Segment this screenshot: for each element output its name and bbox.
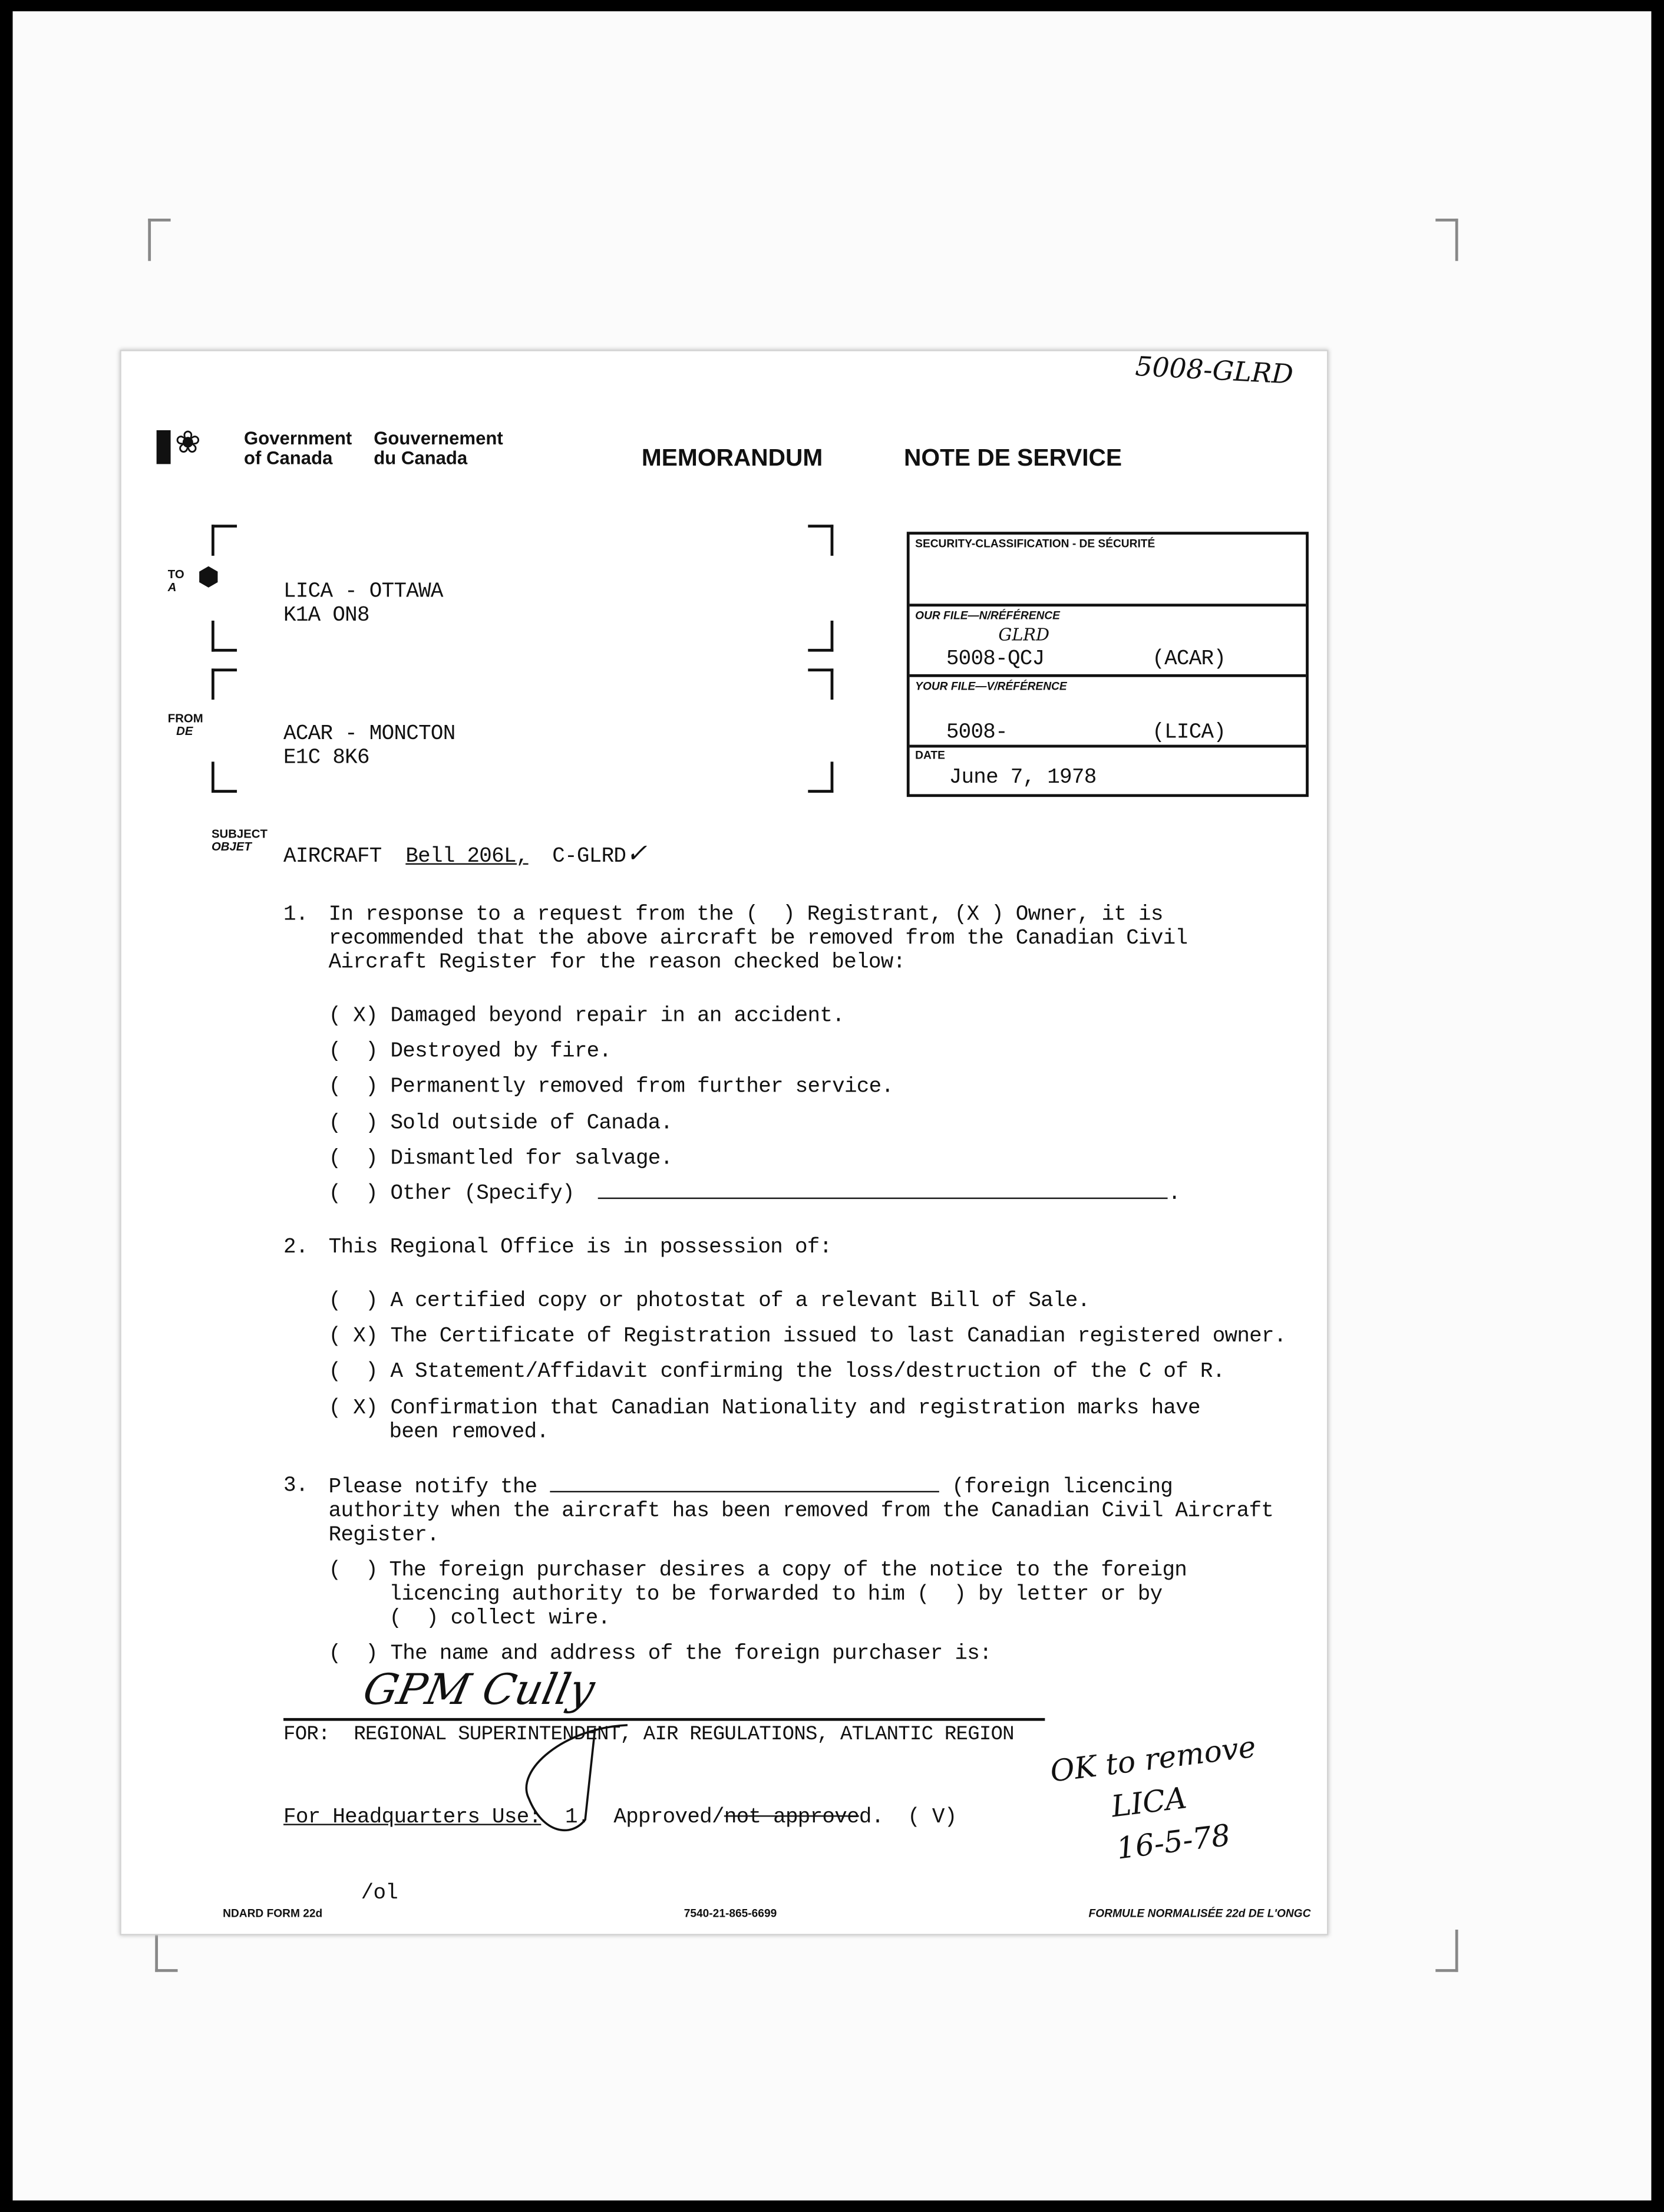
period: . (1168, 1182, 1181, 1206)
form-number-fr: FORMULE NORMALISÉE 22d DE L'ONGC (1088, 1907, 1311, 1920)
foreign-authority-field[interactable] (550, 1474, 939, 1492)
gov-fr-line: du Canada (374, 447, 468, 469)
crop-mark (1435, 219, 1458, 261)
from-label-en: FROM (167, 711, 203, 726)
from-label-fr: DE (176, 723, 193, 738)
from-line: E1C 8K6 (283, 746, 369, 770)
checkbox[interactable]: ( X) (328, 1004, 378, 1028)
hq-mark: ( V) (907, 1805, 957, 1829)
from-address (283, 722, 455, 770)
to-label (168, 568, 184, 594)
for-label: FOR: (283, 1723, 330, 1746)
reason-option[interactable] (329, 998, 1181, 1034)
to-label-fr: A (167, 579, 177, 594)
subject-label-en: SUBJECT (211, 826, 268, 841)
text-line: authority when the aircraft has been removed from the Canadian Civil Aircraft (328, 1499, 1274, 1524)
section3-number: 3. (283, 1473, 308, 1498)
date-value: June 7, 1978 (949, 766, 1097, 790)
stock-number: 7540-21-865-6699 (684, 1907, 777, 1920)
option-text-cont: been removed. (389, 1420, 549, 1444)
from-line: ACAR - MONCTON (283, 722, 455, 747)
option-text: Damaged beyond repair in an accident. (390, 1004, 845, 1028)
our-file-office: (ACAR) (1152, 647, 1226, 672)
bracket (212, 761, 237, 793)
section2-number: 2. (283, 1235, 308, 1260)
typist-initials: /ol (361, 1881, 398, 1906)
option-text: Permanently removed from further service. (390, 1075, 894, 1100)
option-text: Destroyed by fire. (390, 1040, 612, 1064)
section2-intro: This Regional Office is in possession of: (328, 1235, 832, 1260)
checkbox[interactable]: ( ) (328, 1110, 378, 1135)
your-file-office: (LICA) (1152, 720, 1226, 745)
bracket (808, 525, 833, 556)
check-mark-icon: ✓ (626, 839, 647, 869)
option-text: A certified copy or photostat of a relevant Bill of Sale. (390, 1289, 1090, 1314)
note-line: LICA (1109, 1781, 1188, 1824)
subject-label (212, 828, 268, 853)
divider (910, 745, 1306, 748)
approved-text: Approved/ (613, 1805, 724, 1829)
to-line: K1A ON8 (283, 604, 369, 628)
crop-mark (1435, 1930, 1458, 1972)
option-text: Dismantled for salvage. (390, 1146, 673, 1171)
option-text: The name and address of the foreign purchaser is: (390, 1641, 992, 1666)
signature-title (283, 1723, 1014, 1748)
text-line: Register. (328, 1523, 440, 1548)
aircraft-model: Bell 206L, (405, 845, 529, 869)
section1-text (329, 903, 1188, 975)
checkbox[interactable]: ( X) (328, 1396, 378, 1420)
checkbox[interactable]: ( ) (328, 1289, 378, 1314)
checkbox[interactable]: ( ) (328, 1040, 378, 1064)
signature: GPM Cully (358, 1666, 599, 1716)
hq-use-line (283, 1805, 957, 1829)
memo-title-en: MEMORANDUM (641, 444, 823, 472)
checkbox[interactable]: ( ) (328, 1360, 378, 1384)
our-file-value: 5008-QCJ (946, 647, 1045, 672)
to-label-en: TO (167, 567, 184, 581)
checkbox[interactable]: ( ) (328, 1075, 378, 1100)
text-line: recommended that the above aircraft be removed from the Canadian Civil (328, 927, 1188, 951)
arrow-right-icon: ⬢ (197, 562, 220, 591)
hq-label: For Headquarters Use: (283, 1805, 542, 1829)
other-specify-field[interactable] (599, 1178, 1168, 1199)
gov-name-en (244, 429, 352, 469)
note-line: 16-5-78 (1114, 1818, 1233, 1866)
to-address (283, 580, 443, 628)
aircraft-registration: C-GLRD (552, 845, 626, 869)
divider (910, 674, 1306, 677)
bracket (212, 621, 237, 652)
reason-option[interactable] (329, 1105, 1181, 1140)
reason-option[interactable] (329, 1176, 1181, 1212)
bracket (808, 761, 833, 793)
reference-box (907, 532, 1309, 797)
section1-options (329, 998, 1181, 1212)
option-text: Sold outside of Canada. (390, 1110, 673, 1135)
text-line: Please notify the (328, 1475, 537, 1499)
canada-flag-logo (157, 430, 171, 464)
gov-en-line: Government (244, 427, 352, 449)
gov-name-fr (374, 429, 503, 469)
signature-line (283, 1718, 1045, 1721)
checkbox[interactable]: ( ) (328, 1146, 378, 1171)
crop-mark (155, 1930, 177, 1972)
section1-number: 1. (283, 902, 308, 927)
handwritten-our-file-insert: GLRD (998, 625, 1050, 645)
option-text: Confirmation that Canadian Nationality and registration marks have (390, 1396, 1200, 1420)
signer-title: REGIONAL SUPERINTENDENT, AIR REGULATIONS, ATLANTIC REGION (354, 1723, 1014, 1746)
text-line: (foreign licencing (952, 1475, 1173, 1499)
your-file-label: YOUR FILE—V/RÉFÉRENCE (915, 680, 1067, 693)
form-number-en: NDARD FORM 22d (223, 1907, 323, 1920)
to-line: LICA - OTTAWA (283, 579, 443, 604)
checkbox[interactable]: ( X) (328, 1324, 378, 1349)
not-approved-text: not approve (724, 1805, 859, 1829)
bracket (212, 668, 237, 700)
subject-prefix: AIRCRAFT (283, 845, 382, 869)
handwritten-file-note: 5008-GLRD (1134, 351, 1295, 391)
text-line: licencing authority to be forwarded to him ( ) by letter or by (389, 1583, 1163, 1607)
reason-option[interactable] (329, 1070, 1181, 1105)
section3-option-name (329, 1642, 992, 1666)
text-line: Aircraft Register for the reason checked below: (328, 951, 906, 975)
option-text: A Statement/Affidavit confirming the loss/destruction of the C of R. (390, 1360, 1225, 1384)
maple-leaf-icon: ❀ (174, 424, 201, 460)
subject-label-fr: OBJET (211, 839, 252, 853)
checkbox[interactable]: ( ) (328, 1182, 378, 1206)
checkbox[interactable]: ( ) (328, 1641, 378, 1666)
divider (910, 604, 1306, 606)
subject-line (283, 839, 647, 869)
text-line: In response to a request from the ( ) Registrant, (X ) Owner, it is (328, 902, 1163, 927)
option-text: The Certificate of Registration issued to last Canadian registered owner. (390, 1324, 1286, 1349)
from-label (168, 713, 203, 738)
gov-fr-line: Gouvernement (374, 427, 503, 449)
section3-option-copy (389, 1558, 1187, 1630)
possession-option[interactable] (329, 1319, 1286, 1354)
section3-text (329, 1474, 1273, 1547)
bracket (808, 621, 833, 652)
security-label: SECURITY-CLASSIFICATION - DE SÉCURITÉ (915, 537, 1155, 550)
text-line: The foreign purchaser desires a copy of the notice to the foreign (389, 1558, 1187, 1583)
our-file-label: OUR FILE—N/RÉFÉRENCE (915, 609, 1060, 622)
text-line: ( ) collect wire. (389, 1606, 610, 1631)
date-label: DATE (915, 749, 945, 762)
note-line: OK to remove (1048, 1729, 1258, 1789)
section2-options (329, 1284, 1286, 1444)
possession-option[interactable] (329, 1284, 1286, 1319)
reason-option[interactable] (329, 1034, 1181, 1070)
your-file-value: 5008- (946, 720, 1008, 745)
bracket (212, 525, 237, 556)
possession-option[interactable] (329, 1354, 1286, 1390)
possession-option[interactable] (329, 1396, 1286, 1443)
gov-en-line: of Canada (244, 447, 333, 469)
bracket (808, 668, 833, 700)
section3-option-copy-mark[interactable]: ( ) (328, 1558, 378, 1583)
handwritten-approval-note (1048, 1726, 1269, 1877)
option-text: Other (Specify) (390, 1182, 575, 1206)
hq-number: 1. (565, 1805, 590, 1829)
crop-mark (148, 219, 170, 261)
memo-title-fr: NOTE DE SERVICE (904, 444, 1122, 472)
reason-option[interactable] (329, 1141, 1181, 1176)
approved-suffix: d. (859, 1805, 884, 1829)
